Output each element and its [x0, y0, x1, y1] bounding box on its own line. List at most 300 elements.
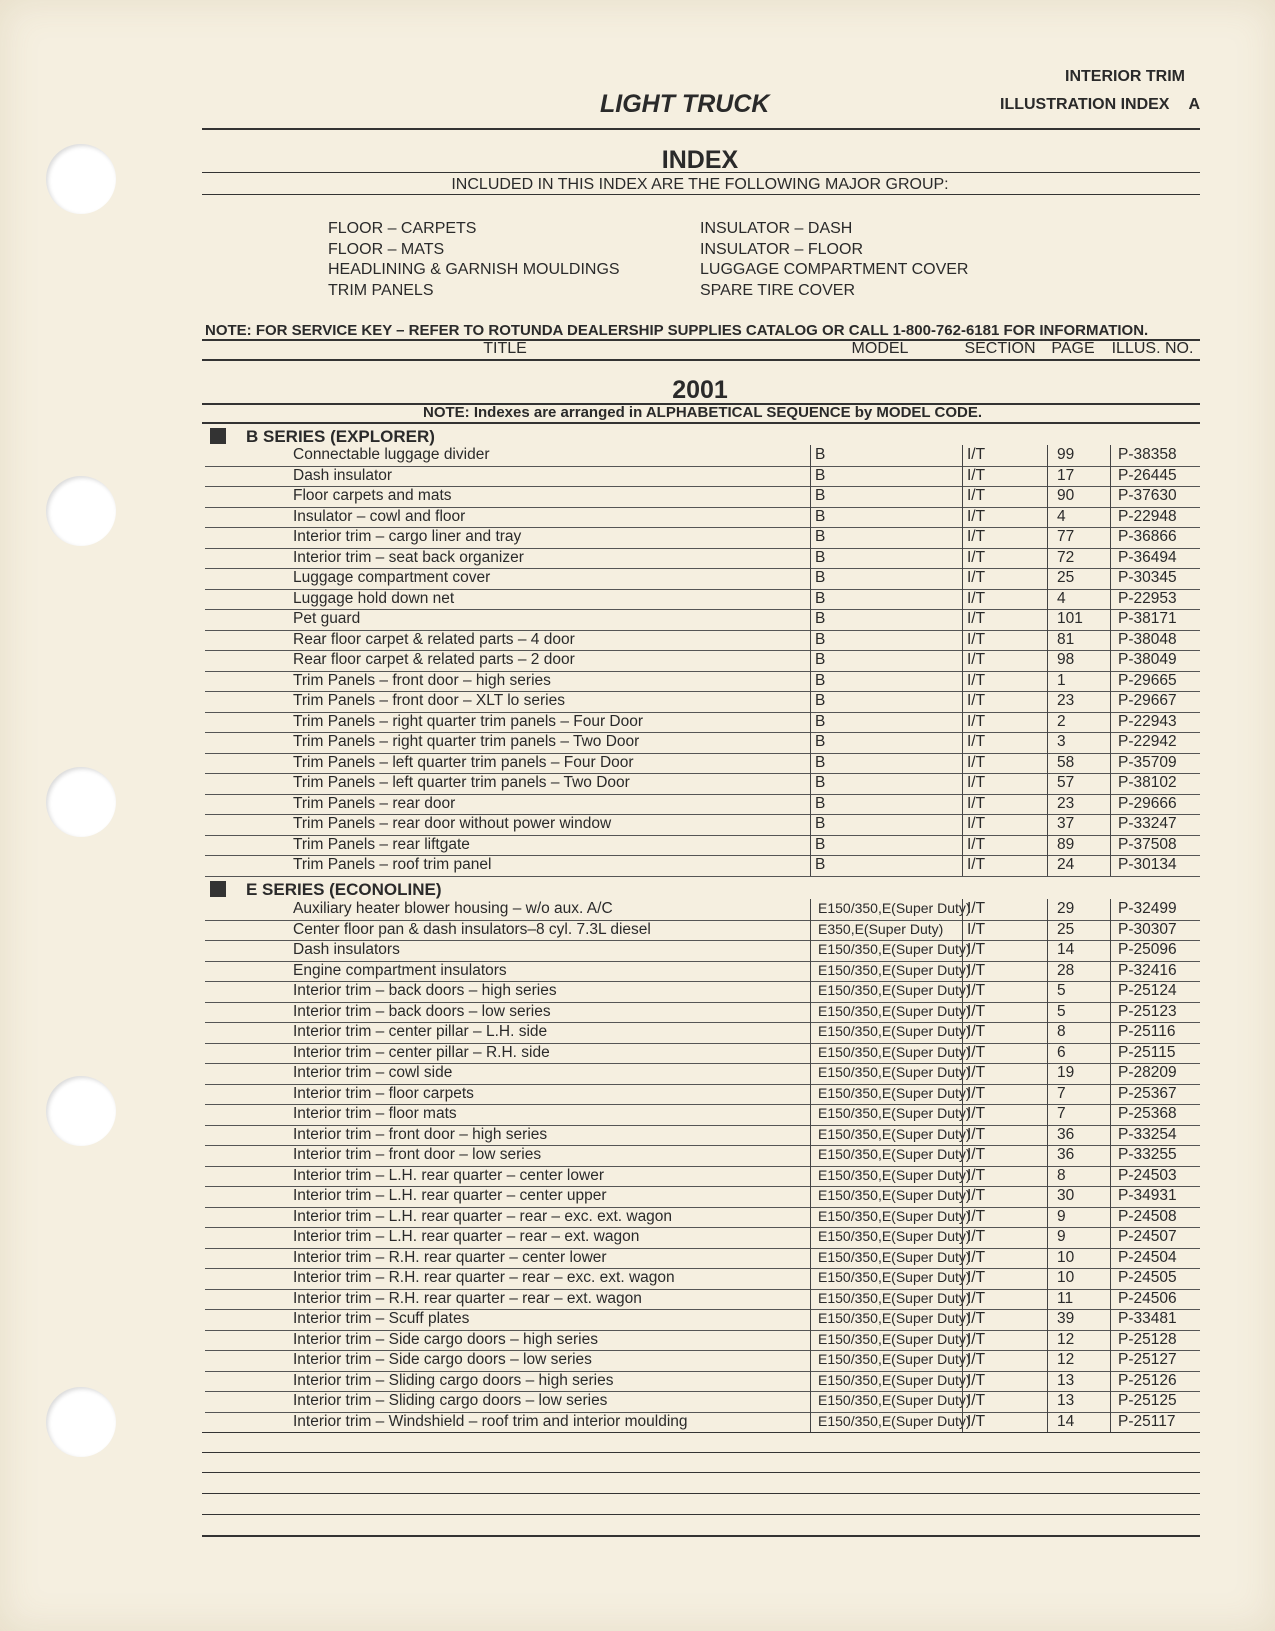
row-title: Center floor pan & dash insulators–8 cyl. 7.3L diesel — [293, 920, 651, 938]
row-page: 39 — [1057, 1310, 1075, 1327]
row-title: Trim Panels – roof trim panel — [293, 856, 492, 873]
column-divider — [962, 981, 963, 1002]
major-group-item: SPARE TIRE COVER — [700, 281, 855, 299]
column-divider — [1110, 855, 1111, 876]
row-illus-no: P-37508 — [1118, 835, 1177, 853]
row-model: E150/350,E(Super Duty) — [818, 1125, 971, 1142]
e-series-heading — [210, 880, 442, 900]
table-row — [205, 1371, 1200, 1393]
column-divider — [1110, 1289, 1111, 1310]
table-row — [205, 1186, 1200, 1208]
binder-hole — [46, 1387, 116, 1457]
column-divider — [962, 1022, 963, 1043]
table-row — [205, 773, 1200, 795]
row-model: E150/350,E(Super Duty) — [818, 1023, 971, 1039]
column-divider — [1110, 961, 1111, 982]
row-title: Interior trim – cargo liner and tray — [293, 528, 522, 545]
row-illus-no: P-25128 — [1118, 1330, 1177, 1348]
row-illus-no: P-33247 — [1118, 815, 1177, 832]
row-page: 23 — [1057, 794, 1075, 812]
row-model: B — [815, 712, 826, 730]
row-section: I/T — [967, 1310, 986, 1327]
column-divider — [1047, 981, 1048, 1002]
row-title: Trim Panels – left quarter trim panels – Four Door — [293, 753, 634, 771]
row-title: Connectable luggage divider — [293, 446, 490, 463]
groups-right — [700, 219, 968, 301]
row-page: 12 — [1057, 1351, 1075, 1368]
row-page: 10 — [1057, 1269, 1075, 1286]
column-divider — [810, 1186, 811, 1207]
row-section: I/T — [967, 692, 986, 709]
table-row — [205, 1268, 1200, 1290]
column-divider — [1110, 899, 1111, 920]
row-title: Rear floor carpet & related parts – 2 door — [293, 651, 575, 668]
column-divider — [1110, 1227, 1111, 1248]
row-model: E150/350,E(Super Duty) — [818, 1289, 971, 1306]
row-page: 30 — [1057, 1187, 1075, 1204]
column-divider — [810, 1330, 811, 1351]
row-illus-no: P-24508 — [1118, 1207, 1177, 1225]
section-label: INTERIOR TRIM — [1065, 68, 1185, 85]
table-row — [205, 753, 1200, 775]
table-row — [205, 1104, 1200, 1126]
row-model: E150/350,E(Super Duty) — [818, 1330, 971, 1347]
row-section: I/T — [967, 630, 986, 648]
tab-letter: A — [1188, 96, 1200, 113]
row-section: I/T — [967, 1269, 986, 1286]
row-page: 5 — [1057, 1002, 1066, 1020]
column-divider — [1047, 732, 1048, 753]
column-divider — [1047, 1330, 1048, 1351]
row-model: B — [815, 589, 826, 607]
column-divider — [962, 1043, 963, 1064]
column-divider — [1047, 568, 1048, 589]
row-illus-no: P-25123 — [1118, 1002, 1177, 1020]
column-divider — [1047, 630, 1048, 651]
column-divider — [1110, 712, 1111, 733]
row-illus-no: P-25368 — [1118, 1105, 1177, 1122]
row-page: 19 — [1057, 1064, 1075, 1081]
table-row — [205, 507, 1200, 529]
column-header: SECTION — [964, 340, 1036, 357]
row-model: B — [815, 774, 826, 791]
b-series-heading — [210, 427, 435, 447]
row-page: 99 — [1057, 446, 1075, 463]
column-divider — [810, 940, 811, 961]
blank-line — [202, 1432, 1200, 1433]
column-divider — [810, 1063, 811, 1084]
column-divider — [1110, 1207, 1111, 1228]
binder-hole — [46, 1076, 116, 1146]
row-model: B — [815, 630, 826, 648]
column-divider — [1047, 794, 1048, 815]
column-divider — [810, 899, 811, 920]
table-row — [205, 1412, 1200, 1434]
year-heading: 2001 — [672, 376, 728, 404]
column-divider — [962, 671, 963, 692]
table-row — [205, 1248, 1200, 1270]
column-divider — [1110, 1022, 1111, 1043]
column-divider — [1110, 732, 1111, 753]
row-model: E150/350,E(Super Duty) — [818, 1207, 971, 1224]
row-model: E150/350,E(Super Duty) — [818, 1392, 971, 1408]
table-row — [205, 1207, 1200, 1229]
row-model: E150/350,E(Super Duty) — [818, 900, 971, 916]
column-divider — [962, 691, 963, 712]
row-section: I/T — [967, 548, 986, 566]
major-group-item: FLOOR – CARPETS — [328, 220, 477, 237]
divider — [202, 422, 1200, 424]
subsection-text: ILLUSTRATION INDEX — [1000, 96, 1170, 113]
column-divider — [962, 773, 963, 794]
row-section: I/T — [967, 1228, 986, 1245]
column-divider — [1047, 1207, 1048, 1228]
column-divider — [810, 568, 811, 589]
column-divider — [962, 466, 963, 487]
column-divider — [810, 1166, 811, 1187]
column-divider — [810, 507, 811, 528]
column-divider — [1047, 1289, 1048, 1310]
column-divider — [962, 1289, 963, 1310]
column-divider — [810, 691, 811, 712]
row-title: Interior trim – front door – high series — [293, 1125, 548, 1143]
major-group-item: INSULATOR – FLOOR — [700, 240, 863, 258]
row-page: 1 — [1057, 671, 1066, 689]
column-divider — [810, 961, 811, 982]
row-section: I/T — [967, 569, 986, 586]
column-divider — [1110, 814, 1111, 835]
column-divider — [810, 1043, 811, 1064]
column-divider — [810, 1309, 811, 1330]
row-section: I/T — [967, 446, 986, 463]
column-divider — [1047, 1186, 1048, 1207]
row-illus-no: P-33254 — [1118, 1125, 1177, 1143]
row-illus-no: P-37630 — [1118, 487, 1177, 504]
major-group-item: FLOOR – MATS — [328, 240, 445, 258]
row-page: 89 — [1057, 835, 1075, 853]
row-illus-no: P-25115 — [1118, 1043, 1176, 1061]
row-model: E150/350,E(Super Duty) — [818, 1064, 971, 1080]
column-divider — [810, 835, 811, 856]
row-page: 7 — [1057, 1105, 1066, 1122]
column-divider — [962, 712, 963, 733]
binder-hole — [46, 144, 116, 214]
row-model: E150/350,E(Super Duty) — [818, 1002, 971, 1019]
row-title: Interior trim – floor carpets — [293, 1084, 474, 1102]
row-illus-no: P-25116 — [1118, 1023, 1176, 1040]
row-illus-no: P-25124 — [1118, 982, 1177, 999]
column-divider — [962, 835, 963, 856]
column-divider — [962, 920, 963, 941]
divider — [202, 194, 1200, 195]
row-model: B — [815, 815, 826, 832]
row-illus-no: P-22943 — [1118, 712, 1177, 730]
row-illus-no: P-25367 — [1118, 1084, 1177, 1102]
row-section: I/T — [967, 1064, 986, 1081]
column-divider — [1047, 507, 1048, 528]
row-title: Interior trim – seat back organizer — [293, 548, 524, 566]
major-group-item: HEADLINING & GARNISH MOULDINGS — [328, 261, 620, 278]
row-title: Trim Panels – right quarter trim panels – Two Door — [293, 733, 640, 750]
row-page: 81 — [1057, 630, 1075, 648]
row-title: Interior trim – center pillar – L.H. side — [293, 1023, 548, 1040]
column-divider — [1110, 1391, 1111, 1412]
row-section: I/T — [967, 835, 986, 853]
column-divider — [1110, 445, 1111, 466]
column-divider — [1110, 671, 1111, 692]
column-divider — [810, 1268, 811, 1289]
row-model: E150/350,E(Super Duty) — [818, 961, 971, 978]
row-model: E150/350,E(Super Duty) — [818, 1166, 971, 1183]
column-divider — [810, 1084, 811, 1105]
column-divider — [810, 920, 811, 941]
table-row — [205, 855, 1200, 877]
row-model: E150/350,E(Super Duty) — [818, 1084, 971, 1101]
column-divider — [810, 671, 811, 692]
row-title: Engine compartment insulators — [293, 961, 507, 979]
column-divider — [962, 814, 963, 835]
table-row — [205, 1043, 1200, 1065]
column-divider — [1110, 630, 1111, 651]
column-divider — [1047, 527, 1048, 548]
column-divider — [1110, 835, 1111, 856]
row-model: B — [815, 671, 826, 689]
row-page: 58 — [1057, 753, 1075, 771]
table-row — [205, 548, 1200, 570]
row-page: 8 — [1057, 1166, 1066, 1184]
row-page: 14 — [1057, 941, 1075, 958]
index-heading: INDEX — [661, 146, 739, 174]
row-title: Dash insulators — [293, 941, 400, 958]
column-divider — [962, 855, 963, 876]
column-divider — [962, 1063, 963, 1084]
row-illus-no: P-24507 — [1118, 1228, 1177, 1245]
row-section: I/T — [967, 815, 986, 832]
blank-line — [202, 1514, 1200, 1515]
row-section: I/T — [967, 856, 986, 873]
column-divider — [1110, 1412, 1111, 1433]
column-divider — [1047, 835, 1048, 856]
row-model: E150/350,E(Super Duty) — [818, 1371, 971, 1388]
column-divider — [962, 1186, 963, 1207]
row-page: 9 — [1057, 1207, 1066, 1225]
table-row — [205, 589, 1200, 611]
column-divider — [810, 486, 811, 507]
sequence-note: NOTE: Indexes are arranged in ALPHABETICAL SEQUENCE by MODEL CODE. — [423, 404, 982, 421]
column-divider — [962, 630, 963, 651]
row-model: E150/350,E(Super Duty) — [818, 1310, 971, 1326]
row-section: I/T — [967, 961, 986, 979]
row-page: 13 — [1057, 1371, 1075, 1389]
table-row — [205, 445, 1200, 467]
row-model: B — [815, 692, 826, 709]
row-title: Interior trim – L.H. rear quarter – center lower — [293, 1166, 604, 1184]
row-model: E150/350,E(Super Duty) — [818, 982, 971, 998]
column-divider — [810, 466, 811, 487]
binder-hole — [46, 767, 116, 837]
row-illus-no: P-22953 — [1118, 589, 1177, 607]
column-divider — [1047, 671, 1048, 692]
column-divider — [810, 548, 811, 569]
table-row — [205, 630, 1200, 652]
row-title: Trim Panels – rear door — [293, 794, 456, 812]
row-model: E150/350,E(Super Duty) — [818, 941, 971, 957]
column-divider — [810, 1022, 811, 1043]
row-model: B — [815, 487, 826, 504]
column-divider — [962, 507, 963, 528]
e-series-label: E SERIES (ECONOLINE) — [246, 880, 442, 899]
column-divider — [1110, 940, 1111, 961]
row-title: Trim Panels – rear door without power window — [293, 815, 612, 832]
row-illus-no: P-32499 — [1118, 900, 1177, 917]
column-divider — [810, 1248, 811, 1269]
binder-hole — [46, 476, 116, 546]
column-divider — [810, 1391, 811, 1412]
column-divider — [1047, 1145, 1048, 1166]
row-page: 4 — [1057, 589, 1066, 607]
column-divider — [1110, 1309, 1111, 1330]
blank-line — [202, 1452, 1200, 1453]
column-divider — [1110, 1145, 1111, 1166]
column-divider — [962, 1309, 963, 1330]
row-illus-no: P-38358 — [1118, 446, 1177, 463]
row-model: B — [815, 528, 826, 545]
row-page: 25 — [1057, 920, 1075, 938]
row-model: E150/350,E(Super Duty) — [818, 1146, 971, 1162]
blank-line — [202, 1493, 1200, 1494]
column-divider — [1047, 1350, 1048, 1371]
row-illus-no: P-36866 — [1118, 528, 1177, 545]
row-title: Trim Panels – front door – XLT lo series — [293, 692, 565, 709]
row-section: I/T — [967, 982, 986, 999]
column-divider — [1047, 1002, 1048, 1023]
column-divider — [962, 1412, 963, 1433]
column-divider — [1047, 1248, 1048, 1269]
column-divider — [962, 568, 963, 589]
row-model: B — [815, 835, 826, 853]
column-divider — [962, 1104, 963, 1125]
column-divider — [1047, 1125, 1048, 1146]
column-divider — [1047, 1063, 1048, 1084]
row-illus-no: P-34931 — [1118, 1187, 1177, 1204]
column-divider — [810, 712, 811, 733]
page-title: LIGHT TRUCK — [600, 90, 770, 118]
row-page: 3 — [1057, 733, 1066, 750]
divider — [202, 172, 1200, 173]
row-section: I/T — [967, 507, 986, 525]
row-section: I/T — [967, 487, 986, 504]
row-section: I/T — [967, 712, 986, 730]
column-divider — [810, 630, 811, 651]
row-page: 98 — [1057, 651, 1075, 668]
column-divider — [1047, 609, 1048, 630]
table-row — [205, 794, 1200, 816]
row-section: I/T — [967, 1084, 986, 1102]
table-row — [205, 1145, 1200, 1167]
row-page: 4 — [1057, 507, 1066, 525]
column-divider — [962, 548, 963, 569]
column-divider — [1047, 940, 1048, 961]
row-page: 57 — [1057, 774, 1075, 791]
row-model: E150/350,E(Super Duty) — [818, 1187, 971, 1203]
column-divider — [810, 1289, 811, 1310]
row-section: I/T — [967, 1105, 986, 1122]
row-model: E150/350,E(Super Duty) — [818, 1412, 971, 1429]
row-illus-no: P-36494 — [1118, 548, 1177, 566]
column-divider — [1047, 1371, 1048, 1392]
table-row — [205, 1022, 1200, 1044]
column-divider — [1047, 1412, 1048, 1433]
column-divider — [1047, 920, 1048, 941]
row-title: Auxiliary heater blower housing – w/o aux. A/C — [293, 900, 613, 917]
row-section: I/T — [967, 466, 986, 484]
row-section: I/T — [967, 753, 986, 771]
column-divider — [1110, 794, 1111, 815]
column-divider — [810, 732, 811, 753]
row-model: E150/350,E(Super Duty) — [818, 1228, 971, 1244]
column-divider — [1047, 1268, 1048, 1289]
included-groups-text: INCLUDED IN THIS INDEX ARE THE FOLLOWING MAJOR GROUP: — [451, 176, 949, 193]
column-divider — [962, 1125, 963, 1146]
row-title: Dash insulator — [293, 466, 393, 484]
table-row — [205, 671, 1200, 693]
row-section: I/T — [967, 1043, 986, 1061]
row-section: I/T — [967, 1412, 986, 1430]
table-row — [205, 899, 1200, 921]
row-illus-no: P-25126 — [1118, 1371, 1177, 1389]
column-divider — [810, 1350, 811, 1371]
row-title: Trim Panels – rear liftgate — [293, 835, 470, 853]
column-divider — [1110, 589, 1111, 610]
table-row — [205, 1166, 1200, 1188]
column-divider — [1110, 609, 1111, 630]
row-model: B — [815, 610, 826, 627]
column-divider — [1110, 466, 1111, 487]
column-divider — [1110, 1350, 1111, 1371]
row-illus-no: P-22948 — [1118, 507, 1177, 525]
column-divider — [1047, 1391, 1048, 1412]
row-section: I/T — [967, 1392, 986, 1409]
column-divider — [1047, 1084, 1048, 1105]
subsection-label — [1000, 96, 1200, 114]
row-section: I/T — [967, 589, 986, 607]
column-divider — [810, 1125, 811, 1146]
row-title: Interior trim – back doors – low series — [293, 1002, 551, 1020]
major-group-item: TRIM PANELS — [328, 281, 434, 299]
row-title: Pet guard — [293, 610, 361, 627]
row-section: I/T — [967, 1002, 986, 1020]
row-section: I/T — [967, 1330, 986, 1348]
row-title: Interior trim – Windshield – roof trim and interior moulding — [293, 1412, 688, 1430]
row-model: B — [815, 548, 826, 566]
column-divider — [962, 1268, 963, 1289]
row-title: Luggage hold down net — [293, 589, 455, 607]
row-title: Interior trim – Sliding cargo doors – low series — [293, 1392, 608, 1409]
row-model: B — [815, 507, 826, 525]
column-divider — [810, 609, 811, 630]
column-divider — [1110, 981, 1111, 1002]
column-divider — [810, 1412, 811, 1433]
column-divider — [962, 527, 963, 548]
column-divider — [1047, 712, 1048, 733]
row-illus-no: P-29667 — [1118, 692, 1177, 709]
table-row — [205, 1309, 1200, 1331]
row-section: I/T — [967, 671, 986, 689]
row-section: I/T — [967, 774, 986, 791]
column-divider — [1110, 1104, 1111, 1125]
row-title: Trim Panels – right quarter trim panels – Four Door — [293, 712, 644, 730]
column-divider — [810, 753, 811, 774]
